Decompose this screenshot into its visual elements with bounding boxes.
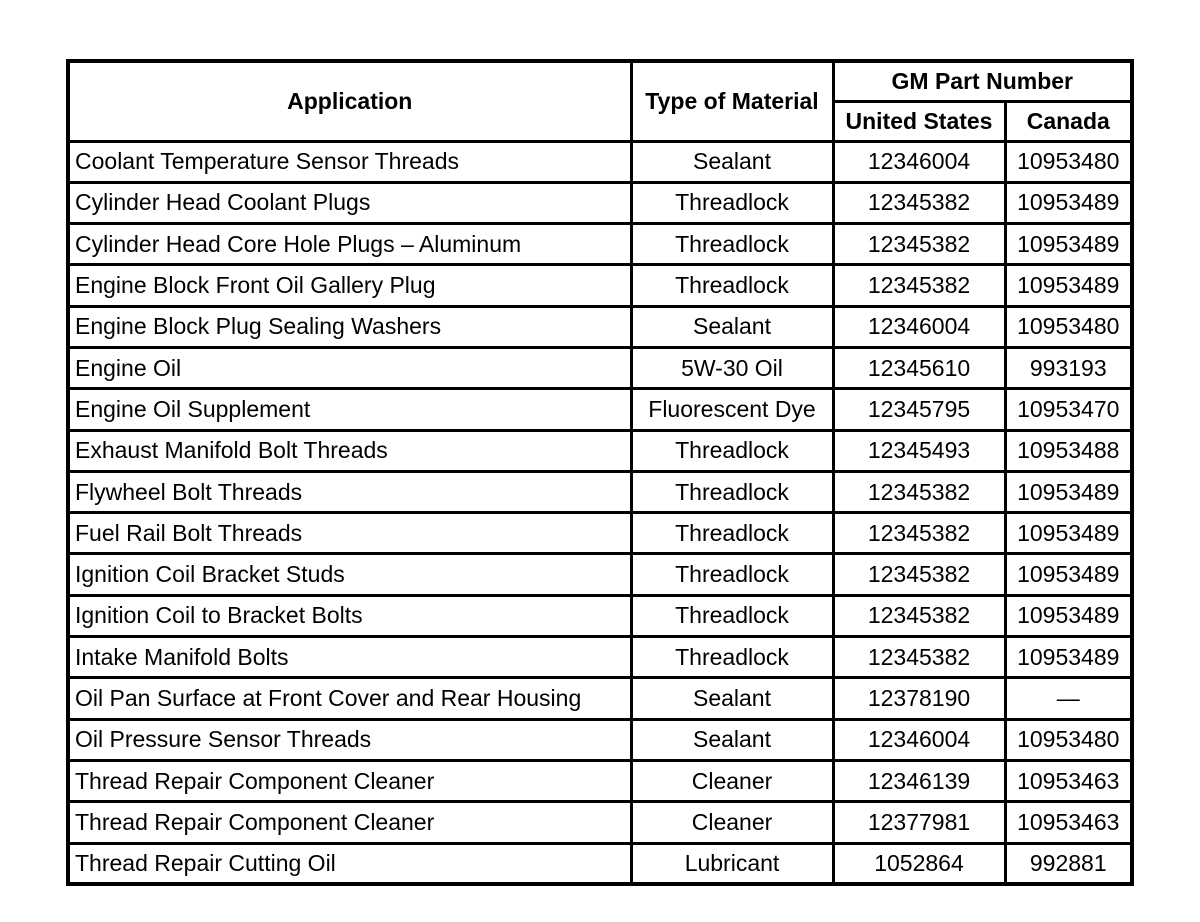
header-row [68,61,1132,101]
cell-type-of-material: Lubricant [631,843,833,884]
cell-part-number-us: 12345610 [833,347,1005,388]
cell-application: Engine Oil [68,347,631,388]
cell-type-of-material: Cleaner [631,802,833,843]
cell-type-of-material: Sealant [631,678,833,719]
cell-application: Cylinder Head Coolant Plugs [68,182,631,223]
table-row [68,802,1132,843]
cell-application: Engine Block Plug Sealing Washers [68,306,631,347]
cell-part-number-us: 12345382 [833,595,1005,636]
cell-type-of-material: Threadlock [631,430,833,471]
table-row [68,843,1132,884]
header-application: Application [68,61,631,141]
cell-application: Engine Block Front Oil Gallery Plug [68,265,631,306]
table-row [68,265,1132,306]
cell-part-number-us: 12378190 [833,678,1005,719]
cell-application: Oil Pan Surface at Front Cover and Rear Housing [68,678,631,719]
cell-part-number-canada: 10953489 [1005,637,1132,678]
cell-type-of-material: Threadlock [631,471,833,512]
cell-type-of-material: Threadlock [631,554,833,595]
cell-part-number-us: 1052864 [833,843,1005,884]
cell-application: Engine Oil Supplement [68,389,631,430]
cell-part-number-us: 12346139 [833,760,1005,801]
cell-application: Thread Repair Component Cleaner [68,802,631,843]
cell-type-of-material: Fluorescent Dye [631,389,833,430]
cell-application: Ignition Coil to Bracket Bolts [68,595,631,636]
cell-part-number-canada: 10953463 [1005,760,1132,801]
cell-type-of-material: Threadlock [631,595,833,636]
cell-type-of-material: Sealant [631,719,833,760]
cell-application: Intake Manifold Bolts [68,637,631,678]
cell-type-of-material: Threadlock [631,265,833,306]
cell-type-of-material: Threadlock [631,182,833,223]
cell-type-of-material: Threadlock [631,637,833,678]
table-row [68,760,1132,801]
table-header [68,61,1132,141]
cell-type-of-material: Threadlock [631,513,833,554]
cell-part-number-canada: 10953489 [1005,224,1132,265]
header-gm-part-number: GM Part Number [833,61,1132,101]
cell-application: Exhaust Manifold Bolt Threads [68,430,631,471]
cell-part-number-us: 12345382 [833,224,1005,265]
cell-application: Fuel Rail Bolt Threads [68,513,631,554]
cell-part-number-canada: 10953489 [1005,595,1132,636]
cell-part-number-us: 12346004 [833,306,1005,347]
table-row [68,306,1132,347]
table-row [68,224,1132,265]
cell-part-number-canada: 10953463 [1005,802,1132,843]
cell-part-number-us: 12345382 [833,265,1005,306]
cell-application: Thread Repair Cutting Oil [68,843,631,884]
cell-application: Flywheel Bolt Threads [68,471,631,512]
table-row [68,389,1132,430]
cell-part-number-canada: 10953480 [1005,141,1132,182]
table-row [68,471,1132,512]
cell-application: Cylinder Head Core Hole Plugs – Aluminum [68,224,631,265]
cell-part-number-us: 12345493 [833,430,1005,471]
cell-part-number-us: 12345382 [833,637,1005,678]
table-row [68,182,1132,223]
table-row [68,141,1132,182]
cell-part-number-canada: 10953489 [1005,182,1132,223]
cell-part-number-us: 12377981 [833,802,1005,843]
parts-table [66,59,1134,886]
cell-part-number-us: 12345382 [833,182,1005,223]
table-row [68,595,1132,636]
cell-part-number-canada: 10953470 [1005,389,1132,430]
table-row [68,554,1132,595]
cell-part-number-canada: 10953488 [1005,430,1132,471]
cell-part-number-us: 12345382 [833,513,1005,554]
cell-type-of-material: Threadlock [631,224,833,265]
cell-application: Ignition Coil Bracket Studs [68,554,631,595]
cell-part-number-canada: — [1005,678,1132,719]
cell-part-number-canada: 10953489 [1005,513,1132,554]
header-united-states: United States [833,101,1005,141]
cell-part-number-canada: 10953480 [1005,306,1132,347]
cell-part-number-us: 12345382 [833,554,1005,595]
cell-application: Thread Repair Component Cleaner [68,760,631,801]
cell-type-of-material: 5W-30 Oil [631,347,833,388]
cell-part-number-us: 12346004 [833,141,1005,182]
cell-part-number-us: 12345382 [833,471,1005,512]
table-body [68,141,1132,884]
table-row [68,347,1132,388]
cell-type-of-material: Sealant [631,306,833,347]
table-row [68,513,1132,554]
cell-part-number-canada: 992881 [1005,843,1132,884]
table-row [68,678,1132,719]
cell-part-number-canada: 10953480 [1005,719,1132,760]
cell-type-of-material: Cleaner [631,760,833,801]
cell-part-number-us: 12345795 [833,389,1005,430]
cell-part-number-canada: 10953489 [1005,265,1132,306]
cell-part-number-canada: 993193 [1005,347,1132,388]
cell-part-number-canada: 10953489 [1005,554,1132,595]
cell-application: Coolant Temperature Sensor Threads [68,141,631,182]
cell-part-number-canada: 10953489 [1005,471,1132,512]
cell-part-number-us: 12346004 [833,719,1005,760]
table-row [68,719,1132,760]
cell-type-of-material: Sealant [631,141,833,182]
table-row [68,637,1132,678]
header-type-of-material: Type of Material [631,61,833,141]
header-canada: Canada [1005,101,1132,141]
table-row [68,430,1132,471]
cell-application: Oil Pressure Sensor Threads [68,719,631,760]
